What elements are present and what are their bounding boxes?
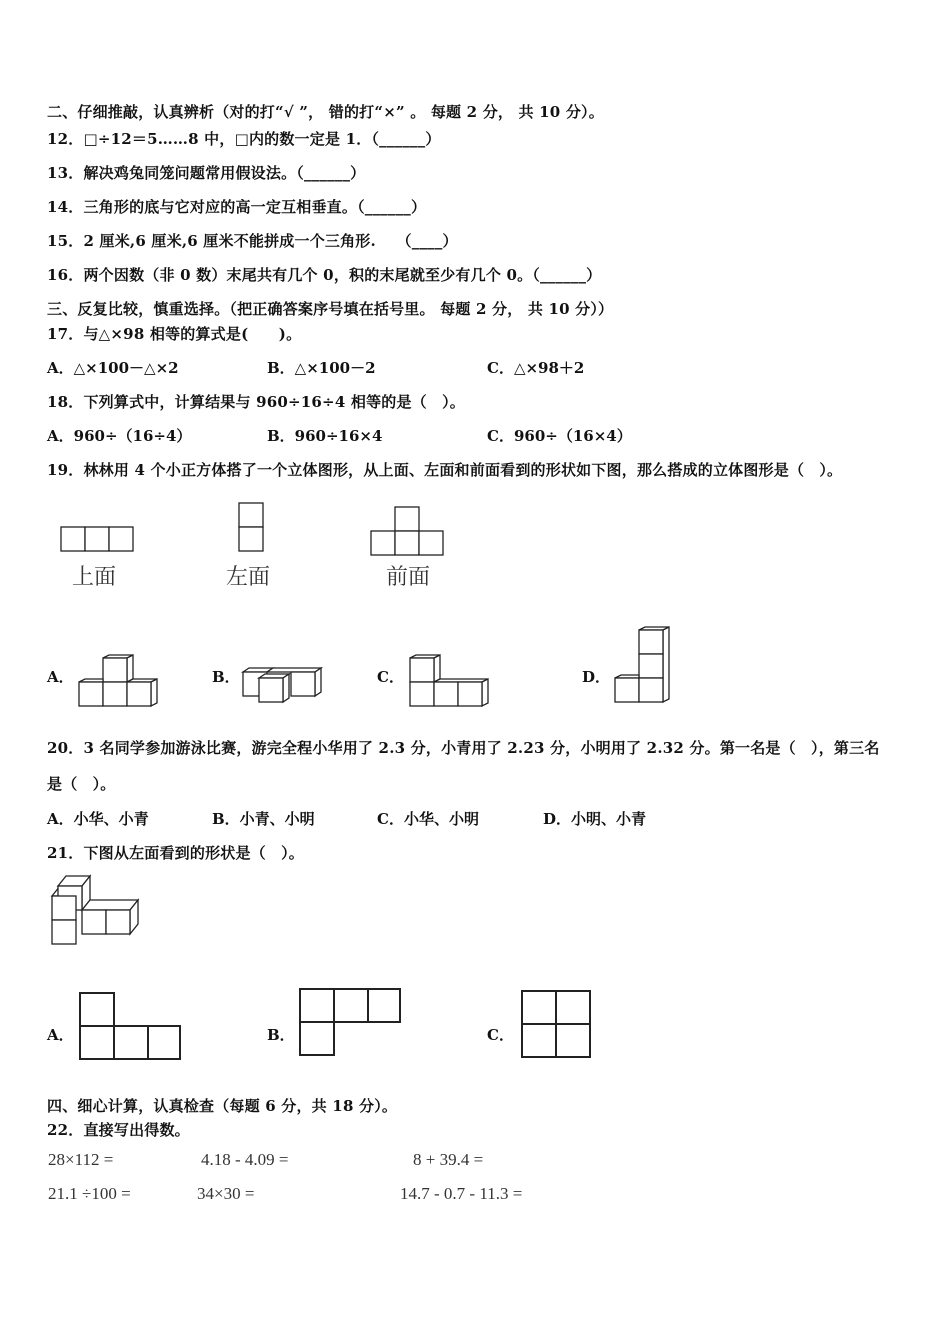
section2-heading: 二、仔细推敲，认真辨析（对的打“√ ”， 错的打“×” 。 每题 2 分， 共 10 分）。 <box>47 103 604 121</box>
q20-option-b: B．小青、小明 <box>212 810 315 828</box>
question-17: 17．与△×98 相等的算式是( )。 <box>47 325 302 343</box>
question-21: 21．下图从左面看到的形状是（ ）。 <box>47 844 304 862</box>
calc-5: 34×30 = <box>197 1184 255 1203</box>
question-20-line1: 20．3 名同学参加游泳比赛，游完全程小华用了 2.3 分，小青用了 2.23 分，小明用了 2.32 分。第一名是（ ），第三名 <box>47 739 880 757</box>
q17-option-c: C．△×98＋2 <box>487 359 585 377</box>
question-12: 12．□÷12＝5……8 中，□内的数一定是 1．（______） <box>47 130 441 148</box>
section3-heading: 三、反复比较，慎重选择。（把正确答案序号填在括号里。 每题 2 分， 共 10 分）） <box>47 300 614 318</box>
left-view-label: 左面 <box>226 565 271 590</box>
question-22: 22．直接写出得数。 <box>47 1121 190 1139</box>
q21-option-a-figure <box>78 992 182 1060</box>
q20-option-a: A．小华、小青 <box>47 810 149 828</box>
q18-option-a: A．960÷（16÷4） <box>47 427 192 445</box>
q20-option-c: C．小华、小明 <box>377 810 479 828</box>
question-15: 15．2 厘米,6 厘米,6 厘米不能拼成一个三角形. （____） <box>47 232 458 250</box>
q19-option-d-figure <box>612 626 672 708</box>
q18-option-c: C．960÷（16×4） <box>487 427 632 445</box>
question-20-line2: 是（ ）。 <box>47 775 116 793</box>
q21-option-b-figure <box>298 988 402 1056</box>
q19-option-a: A． <box>47 668 74 686</box>
q17-option-b: B．△×100－2 <box>267 359 376 377</box>
top-view-figure <box>60 526 136 554</box>
q18-option-b: B．960÷16×4 <box>267 427 383 445</box>
q19-option-a-figure <box>76 654 160 712</box>
q20-option-d: D．小明、小青 <box>543 810 647 828</box>
calc-4: 21.1 ÷100 = <box>48 1184 131 1203</box>
q21-option-b: B． <box>267 1026 295 1044</box>
calc-3: 8 + 39.4 = <box>413 1150 484 1169</box>
left-view-figure <box>238 502 266 554</box>
question-18: 18．下列算式中，计算结果与 960÷16÷4 相等的是（ ）。 <box>47 393 465 411</box>
q19-option-d: D． <box>582 668 611 686</box>
calc-2: 4.18 - 4.09 = <box>201 1150 289 1169</box>
question-19: 19．林林用 4 个小正方体搭了一个立体图形，从上面、左面和前面看到的形状如下图，那么搭成的立体图形是（ ）。 <box>47 461 843 479</box>
q19-option-b: B． <box>212 668 240 686</box>
calc-6: 14.7 - 0.7 - 11.3 = <box>400 1184 523 1203</box>
question-13: 13．解决鸡兔同笼问题常用假设法。（______） <box>47 164 366 182</box>
q19-option-b-figure <box>240 666 324 706</box>
front-view-figure <box>370 506 446 558</box>
question-16: 16．两个因数（非 0 数）末尾共有几个 0，积的末尾就至少有几个 0。（______） <box>47 266 602 284</box>
question-14: 14．三角形的底与它对应的高一定互相垂直。（______） <box>47 198 427 216</box>
q21-option-a: A． <box>47 1026 74 1044</box>
front-view-label: 前面 <box>386 565 431 590</box>
q17-option-a: A．△×100－△×2 <box>47 359 179 377</box>
q21-option-c-figure <box>520 990 592 1058</box>
q19-option-c-figure <box>407 654 491 712</box>
section4-heading: 四、细心计算，认真检查（每题 6 分，共 18 分）。 <box>47 1097 398 1115</box>
calc-1: 28×112 = <box>48 1150 114 1169</box>
top-view-label: 上面 <box>72 565 117 590</box>
q19-option-c: C． <box>377 668 404 686</box>
q21-solid-figure <box>48 874 140 946</box>
q21-option-c: C． <box>487 1026 514 1044</box>
